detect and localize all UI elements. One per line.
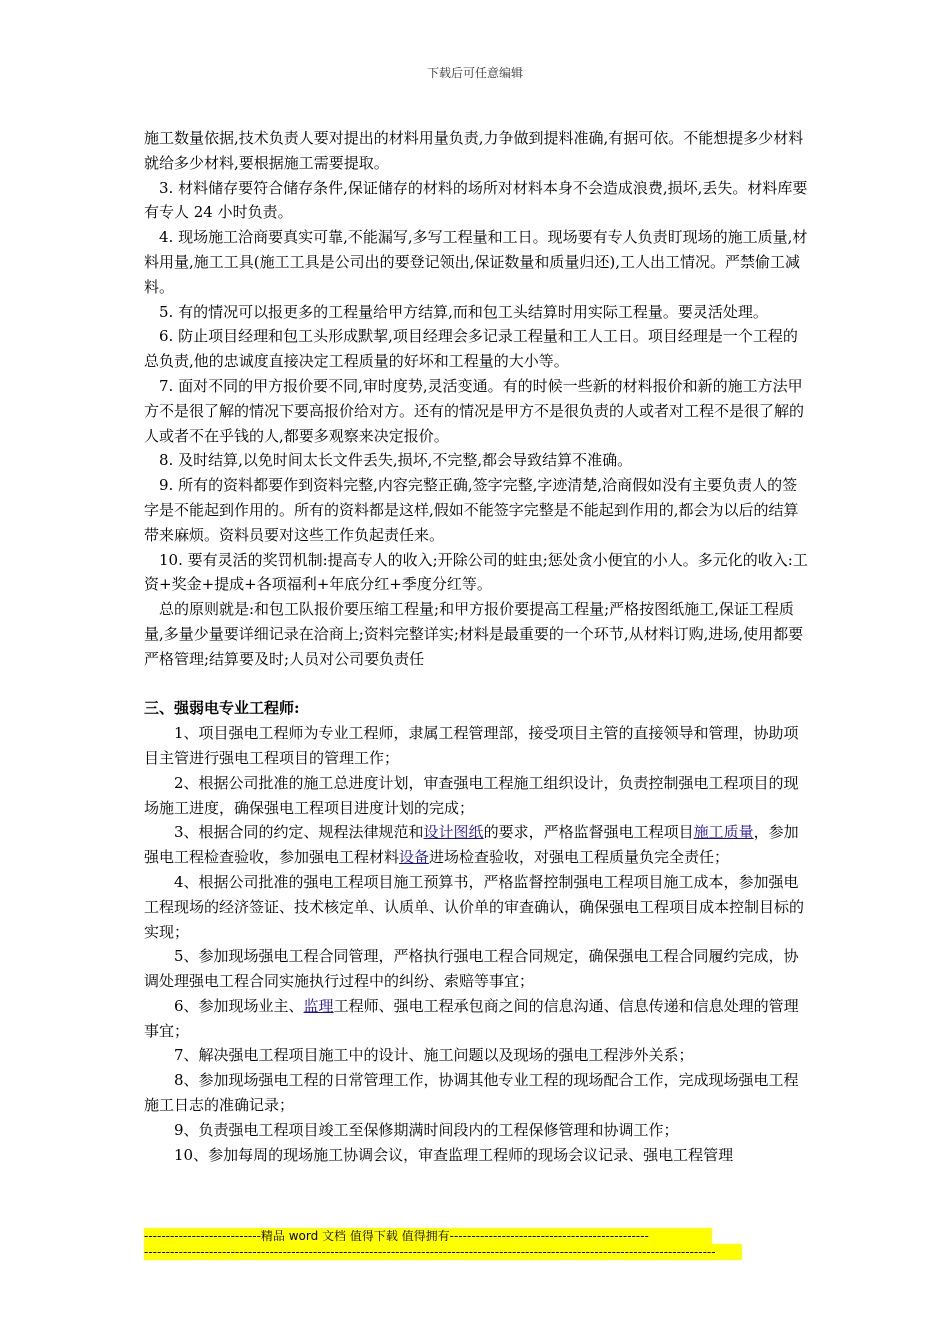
link-supervision[interactable]: 监理 [303,996,334,1015]
list-item: 8、参加现场强电工程的日常管理工作，协调其他专业工程的现场配合工作，完成现场强电工程施工日志的准确记录； [144,1071,799,1115]
list-item-text: 的要求，严格监督强电工程项目 [483,823,694,842]
blank-line [144,672,812,697]
list-item-text: 工程师、强电工程承包商之间的信息沟通、信息传递和信息处理的管理事宜； [144,996,799,1040]
list-item: 5、参加现场强电工程合同管理，严格执行强电工程合同规定，确保强电工程合同履约完成，协调处理强电工程合同实施执行过程中的纠纷、索赔等事宜； [144,947,799,991]
footer-line: ---------------------------精品 word 文档 值得下载 值得拥有---------------------------------------------- [144,1228,712,1244]
paragraph: 施工数量依据,技术负责人要对提出的材料用量负责,力争做到提料准确,有据可依。不能想提多少材料就给多少材料,要根据施工需要提取。 [144,129,804,172]
link-equipment[interactable]: 设备 [399,848,430,867]
paragraph: 3. 材料储存要符合储存条件,保证储存的材料的场所对材料本身不会造成浪费,损坏,丢失。材料库要有专人 24 小时负责。 [144,178,808,222]
footer-banner [144,1228,744,1260]
list-item [144,994,812,1044]
list-item-text: 6、参加现场业主、 [174,996,304,1015]
list-item: 9、负责强电工程项目竣工至保修期满时间段内的工程保修管理和协调工作； [174,1120,679,1139]
paragraph: 10. 要有灵活的奖罚机制:提高专人的收入;开除公司的蛀虫;惩处贪小便宜的小人。多元化的收入:工资+奖金+提成+各项福利+年底分红+季度分红等。 [144,550,808,594]
paragraph: 9. 所有的资料都要作到资料完整,内容完整正确,签字完整,字迹清楚,洽商假如没有主要负责人的签字是不能起到作用的。所有的资料都是这样,假如不能签字完整是不能起到作用的,都会为以后的结算带来麻烦。资料员要对这些工作负起责任来。 [144,476,799,544]
paragraph: 6. 防止项目经理和包工头形成默挈,项目经理会多记录工程量和工人工日。项目经理是一个工程的总负责,他的忠诚度直接决定工程质量的好坏和工程量的大小等。 [144,327,798,371]
paragraph: 8. 及时结算,以免时间太长文件丢失,损坏,不完整,都会导致结算不准确。 [159,451,633,470]
list-item: 7、解决强电工程项目施工中的设计、施工问题以及现场的强电工程涉外关系； [174,1046,694,1065]
list-item-text: ，参加强电工程检查验收，参加强电工程材料 [144,823,799,867]
list-item: 4、根据公司批准的强电工程项目施工预算书，严格监督控制强电工程项目施工成本，参加强电工程现场的经济签证、技术核定单、认质单、认价单的审查确认，确保强电工程项目成本控制目标的实现； [144,872,805,941]
list-item-text: 进场检查验收，对强电工程质量负完全责任； [429,848,730,867]
link-construction-quality[interactable]: 施工质量 [693,823,754,842]
link-design-drawings[interactable]: 设计图纸 [423,823,484,842]
footer-line: ------------------------------------------------------------------------------------------------------------------------------------ [144,1244,742,1260]
list-item: 1、项目强电工程师为专业工程师，隶属工程管理部，接受项目主管的直接领导和管理，协助项目主管进行强电工程项目的管理工作； [144,724,799,767]
list-item [144,820,812,870]
paragraph: 5. 有的情况可以报更多的工程量给甲方结算,而和包工头结算时用实际工程量。要灵活处理。 [159,302,768,321]
paragraph: 7. 面对不同的甲方报价要不同,审时度势,灵活变通。有的时候一些新的材料报价和新的施工方法甲方不是很了解的情况下要高报价给对方。还有的情况是甲方不是很负责的人或者对工程不是很了解的人或者不在乎钱的人,都要多观察来决定报价。 [144,376,805,445]
document-body [144,126,812,1167]
section-title: 三、强弱电专业工程师: [144,699,300,718]
list-item: 2、根据公司批准的施工总进度计划，审查强电工程施工组织设计，负责控制强电工程项目的现场施工进度，确保强电工程项目进度计划的完成； [144,773,799,817]
summary-paragraph: 总的原则就是:和包工队报价要压缩工程量;和甲方报价要提高工程量;严格按图纸施工,保证工程质量,多量少量要详细记录在洽商上;资料完整详实;材料是最重要的一个环节,从材料订购,进场,使用都要严格管理;结算要及时;人员对公司要负责任 [144,600,804,668]
page-header: 下载后可任意编辑 [426,66,523,80]
list-item: 10、参加每周的现场施工协调会议，审查监理工程师的现场会议记录、强电工程管理 [174,1145,734,1164]
paragraph: 4. 现场施工洽商要真实可靠,不能漏写,多写工程量和工日。现场要有专人负责盯现场的施工质量,材料用量,施工工具(施工工具是公司出的要登记领出,保证数量和质量归还),工人出工情况。严禁偷工减料。 [144,228,808,296]
list-item-text: 3、根据合同的约定、规程法律规范和 [174,823,424,842]
